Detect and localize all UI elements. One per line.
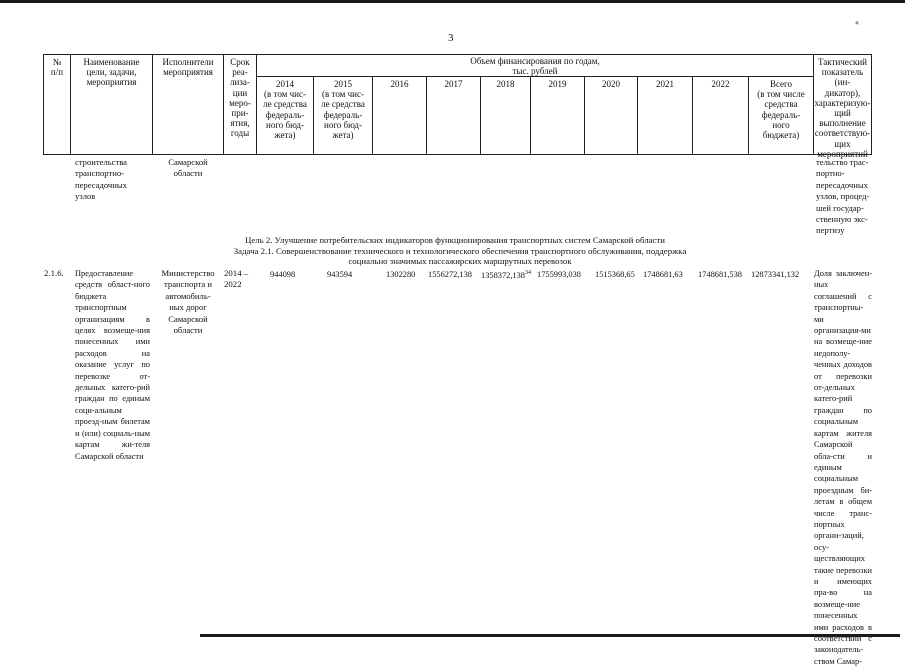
value-total: 12873341,132 bbox=[751, 270, 800, 279]
header-executors: Исполнители мероприятия bbox=[162, 57, 214, 78]
goal-heading: Цель 2. Улучшение потребительских индикаторов функционирования транспортных систем Самарской области bbox=[245, 235, 665, 245]
header-number: № п/п bbox=[50, 57, 64, 78]
value-2022: 1748681,538 bbox=[698, 270, 742, 279]
continued-row-name: строительства транспортно- пересадочных узлов bbox=[75, 157, 127, 202]
row-executors: Министерство транспорта и автомобиль- ных дорог Самарской области bbox=[161, 268, 215, 336]
header-financing: Объем финансирования по годам, тыс. рублей bbox=[470, 56, 600, 77]
value-2021: 1748681,63 bbox=[643, 270, 683, 279]
header-year-2020: 2020 bbox=[602, 79, 620, 89]
header-total: Всего (в том числе средства федераль- ного бюджета) bbox=[757, 79, 805, 141]
continued-row-executors: Самарской области bbox=[168, 157, 208, 179]
header-year-2015: 2015 (в том чис- ле средства федераль- ного бюд- жета) bbox=[321, 79, 365, 141]
header-year-2021: 2021 bbox=[656, 79, 674, 89]
footnote-mark: 34 bbox=[524, 270, 531, 276]
value-2020: 1515368,65 bbox=[595, 270, 635, 279]
value-2016: 1302280 bbox=[386, 270, 416, 279]
value-2018-number: 1358372,138 bbox=[481, 270, 525, 280]
page-number: 3 bbox=[448, 32, 454, 44]
row-indicator: Доля заключен-ных соглашений с транспортны-ми организация-ми на возмеще-ние недополу-ченных доходов от перевозки от-дельных катего-рий граждан по социальным картам жителя Самарской обла-сти и единым социальным проездным би-летам в общем числе транс-портных органи-заций, осу-ществляющих такие перевозки и имеющих пра-во на возмеще-ние понесенных ими расходов в соответствии с законодатель-ством Самар- bbox=[814, 269, 872, 666]
bottom-scan-edge bbox=[200, 634, 900, 637]
header-year-2017: 2017 bbox=[444, 79, 463, 89]
header-year-2014: 2014 (в том чис- ле средства федераль- ного бюд- жета) bbox=[263, 79, 307, 141]
header-name: Наименование цели, задачи, мероприятия bbox=[83, 57, 140, 88]
row-name: Предоставление средств област-ного бюджета транспортным организациям в целях возмеще-ния понесенных ими расходов на оказание услуг по перевозке от-дельных катего-рий граждан по единым соци-альным проезд-ным билетам и (или) социаль-ным картам жи-теля Самарской области bbox=[75, 269, 150, 461]
value-2019: 1755993,038 bbox=[537, 270, 581, 279]
value-2018 bbox=[481, 270, 531, 280]
header-year-2016: 2016 bbox=[390, 79, 409, 89]
header-year-2022: 2022 bbox=[711, 79, 730, 89]
value-2015: 943594 bbox=[327, 270, 353, 279]
top-scan-edge bbox=[0, 0, 905, 3]
value-2014: 944098 bbox=[270, 270, 296, 279]
row-term: 2014 – 2022 bbox=[224, 268, 249, 290]
task-heading: Задача 2.1. Совершенствование технического и технологического обеспечения транспортного обслуживания, поддержка социально значимых пассажирских маршрутных перевозок bbox=[233, 246, 687, 266]
header-term: Срок реа- лиза- ции меро- при- ятия, годы bbox=[229, 57, 251, 139]
header-year-2018: 2018 bbox=[496, 79, 515, 89]
value-2017: 1556272,138 bbox=[428, 270, 472, 279]
header-year-2019: 2019 bbox=[548, 79, 567, 89]
corner-mark: « bbox=[855, 18, 859, 27]
header-indicator: Тактический показатель (ин- дикатор), характеризую- щий выполнение соответствую- щих мероприятий bbox=[814, 57, 871, 159]
row-number: 2.1.6. bbox=[44, 268, 64, 278]
continued-row-indicator: тельство трас- портно- пересадочных узлов, процед- шей государ- ственную экс- пертизу bbox=[816, 157, 870, 236]
